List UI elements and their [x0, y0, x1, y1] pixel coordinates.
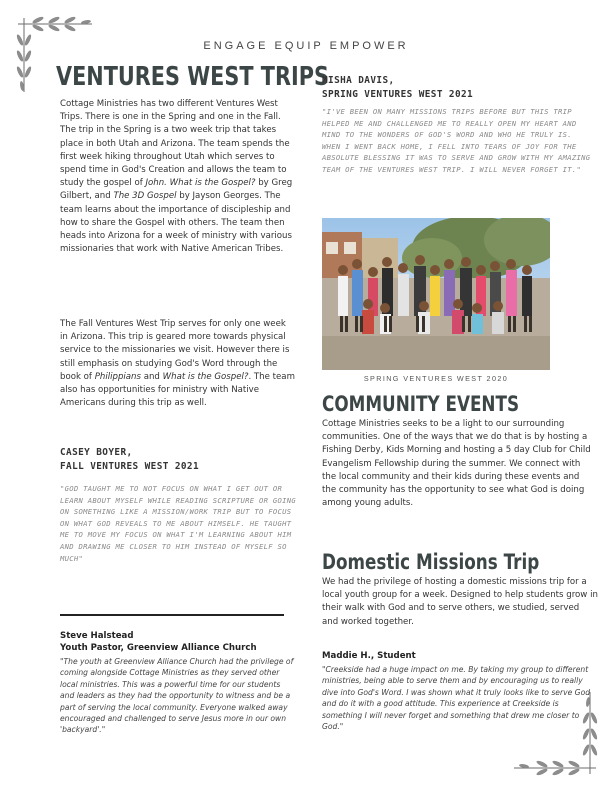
book-title: The 3D Gospel [113, 191, 177, 202]
casey-heading [60, 446, 296, 473]
misha-trip: SPRING VENTURES WEST 2021 [322, 88, 474, 100]
steve-quote: "The youth at Greenview Alliance Church had the privilege of coming alongside Cottage Ministries as they served other local ministries. This was a powerful time for our students and leaders as they had the opportunity to witness and be a part of serving the local community. Everyone walked away encouraged and challenged to serve Jesus more in our own 'backyard'." [60, 657, 294, 735]
misha-name: MISHA DAVIS, [322, 75, 395, 86]
student-name: Maddie H., Student [322, 651, 416, 661]
community-body: Cottage Ministries seeks to be a light to our surrounding communities. One of the ways that we do that is by hosting a Fishing Derby, Kids Morning and hosting a 5 day Club for Child Evangelism Fellowship during the summer. We connect with the local community and their kids during these events and the community has the opportunity to see what God is doing among young adults. [322, 419, 591, 509]
domestic-body: We had the privilege of hosting a domestic missions trip for a local youth group for a week. Designed to help students grow in their walk with God and to serve others, we studied, served and worked together. [322, 577, 598, 627]
book-title: John. What is the Gospel? [145, 178, 256, 189]
steve-name: Steve Halstead [60, 631, 134, 641]
casey-quote: "GOD TAUGHT ME TO NOT FOCUS ON WHAT I GET OUT OR LEARN ABOUT MYSELF WHILE READING SCRIPTURE OR GOING ON SOMETHING LIKE A MISSION/WORK TRIP BUT TO FOCUS ON WHAT GOD REVEALS TO ME ABOUT HIMSELF. HE TAUGHT ME TO MOVE MY FOCUS ON WHAT I'M LEARNING ABOUT HIM AND DRAWING ME CLOSER TO HIM INSTEAD OF MYSELF SO MUCH" [60, 484, 296, 563]
steve-heading [60, 630, 296, 654]
casey-name: CASEY BOYER, [60, 447, 133, 458]
steve-role: Youth Pastor, Greenview Alliance Church [60, 643, 257, 653]
book-title: Philippians [94, 371, 141, 382]
student-quote: "Creekside had a huge impact on me. By taking my group to different ministries, being able to serve them and by encouraging us to really dive into God's Word. I was shown what it truly looks like to serve God and do it with a good attitude. This experience at Creekside is something I will never forget and something that drew me closer to God." [322, 665, 591, 732]
ventures-paragraph-1: Cottage Ministries has two different Ventures West Trips. There is one in the Spring and one in the Fall. The trip in the Spring is a two week trip that takes place in both Utah and Arizona. The team spends the first week hiking throughout Utah which serves to spend time in God's Creation and allows the team to study the gospel of John. What is the Gospel? by Greg Gilbert, and The 3D Gospel by Jayson Georges. The team learns about the importance of discipleship and how to share the Gospel with others. The team then heads into Arizona for a week of ministry with various missionaries that work with Native American Tribes. [60, 99, 293, 255]
ventures-paragraph-2: The Fall Ventures West Trip serves for only one week in Arizona. This trip is geared more towards physical service to the missionaries we visit. However there is still emphasis on studying God's Word through the book of Philippians and What is the Gospel?. The team also has opportunities for ministry with Native Americans during this trip as well. [60, 319, 295, 409]
domestic-title: Domestic Missions Trip [322, 550, 540, 574]
misha-quote: "I'VE BEEN ON MANY MISSIONS TRIPS BEFORE BUT THIS TRIP HELPED ME AND CHALLENGED ME TO REALLY OPEN MY HEART AND MIND TO THE WONDERS OF GOD'S WORD AND WHO HE TRULY IS. WHEN I WENT BACK HOME, I FELL INTO TEARS OF JOY FOR THE ABSOLUTE BLESSING IT WAS TO SERVE AND GROW WITH MY AMAZING TEAM OF THE VENTURES WEST TRIP. I WILL NEVER FORGET IT." [322, 107, 591, 174]
photo-caption: SPRING VENTURES WEST 2020 [363, 374, 509, 383]
ventures-title: VENTURES WEST TRIPS [56, 62, 329, 92]
group-photo [322, 218, 550, 370]
tagline: ENGAGE EQUIP EMPOWER [203, 40, 409, 52]
casey-trip: FALL VENTURES WEST 2021 [60, 460, 200, 472]
divider [60, 614, 284, 616]
book-title: What is the Gospel? [162, 371, 249, 382]
community-title: COMMUNITY EVENTS [322, 392, 520, 416]
misha-heading [322, 74, 592, 101]
